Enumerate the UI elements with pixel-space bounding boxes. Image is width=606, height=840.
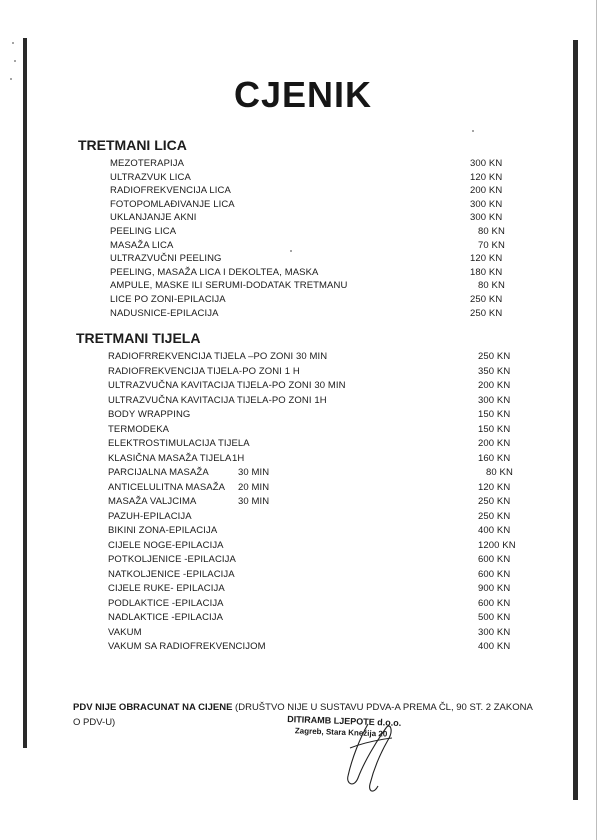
treatment-name: PEELING LICA (110, 226, 177, 237)
treatment-price: 180 KN (470, 266, 503, 278)
treatment-price: 80 KN (486, 467, 513, 478)
treatment-price: 250 KN (470, 294, 503, 305)
section-heading: TRETMANI LICA (78, 137, 187, 153)
page-title: CJENIK (233, 74, 373, 115)
treatment-name: LICE PO ZONI-EPILACIJA (110, 294, 226, 305)
treatment-price: 300 KN (470, 198, 503, 210)
treatment-name: AMPULE, MASKE ILI SERUMI-DODATAK TRETMANU (110, 280, 348, 292)
scan-speck (14, 60, 16, 62)
treatment-name: PODLAKTICE -EPILACIJA (108, 597, 224, 609)
treatment-price: 150 KN (478, 409, 511, 420)
scan-edge-right-thin (596, 0, 597, 840)
treatment-price: 500 KN (478, 612, 511, 623)
treatment-price: 1200 KN (478, 539, 516, 551)
scan-speck (472, 130, 474, 132)
treatment-name: UKLANJANJE AKNI (110, 212, 197, 224)
treatment-name: MEZOTERAPIJA (110, 158, 185, 169)
section-heading: TRETMANI TIJELA (76, 330, 201, 346)
treatment-name: ULTRAZVUČNA KAVITACIJA TIJELA-PO ZONI 1H (108, 394, 327, 406)
treatment-price: 900 KN (478, 583, 511, 594)
treatment-name: VAKUM (108, 626, 142, 638)
vat-note-text: (DRUŠTVO NIJE U SUSTAVU PDVA-A PREMA ČL, 90 ST. 2 ZAKONA O PDV-U) (73, 702, 533, 728)
treatment-name: ELEKTROSTIMULACIJA TIJELA (108, 438, 250, 449)
treatment-name: KLASIČNA MASAŽA TIJELA (108, 452, 232, 464)
stamp-line-2: Zagreb, Stara Knežija 20 (294, 726, 388, 739)
treatment-price: 120 KN (470, 171, 503, 183)
treatment-price: 150 KN (478, 423, 511, 435)
treatment-price: 400 KN (478, 525, 511, 536)
treatment-price: 600 KN (478, 554, 511, 565)
treatment-name: ULTRAZVUČNA KAVITACIJA TIJELA-PO ZONI 30 MIN (108, 380, 346, 391)
treatment-price: 400 KN (478, 641, 511, 652)
treatment-price: 300 KN (470, 212, 503, 224)
treatment-name: NADUSNICE-EPILACIJA (110, 307, 219, 319)
treatment-name: CIJELE RUKE- EPILACIJA (108, 583, 225, 594)
treatment-name: PEELING, MASAŽA LICA I DEKOLTEA, MASKA (110, 266, 319, 278)
treatment-name: RADIOFRREKVENCIJA TIJELA –PO ZONI 30 MIN (108, 351, 328, 362)
treatment-price: 120 KN (478, 481, 511, 493)
treatment-price: 250 KN (470, 307, 503, 319)
treatment-name: NADLAKTICE -EPILACIJA (108, 612, 224, 623)
treatment-name: RADIOFREKVENCIJA TIJELA-PO ZONI 1 H (108, 365, 300, 377)
scan-edge-left (23, 38, 27, 748)
treatment-price: 70 KN (478, 239, 505, 251)
treatment-price: 80 KN (478, 280, 505, 292)
treatment-name: BODY WRAPPING (108, 409, 191, 420)
treatment-name: MASAŽA VALJCIMA (108, 496, 197, 507)
treatment-price: 300 KN (478, 394, 511, 406)
treatment-name: BIKINI ZONA-EPILACIJA (108, 525, 218, 536)
treatment-price: 300 KN (478, 626, 511, 638)
treatment-price: 250 KN (478, 496, 511, 507)
treatment-name: ULTRAZVUČNI PEELING (110, 253, 222, 265)
treatment-name: TERMODEKA (108, 423, 170, 435)
treatment-name: CIJELE NOGE-EPILACIJA (108, 539, 224, 551)
treatment-name: FOTOPOMLAĐIVANJE LICA (110, 198, 235, 210)
treatment-duration: 30 MIN (238, 467, 270, 478)
treatment-price: 200 KN (478, 380, 511, 391)
scan-speck (290, 250, 292, 252)
treatment-price: 600 KN (478, 597, 511, 609)
treatment-name: RADIOFREKVENCIJA LICA (110, 185, 231, 197)
scan-speck (12, 42, 14, 44)
treatment-price: 350 KN (478, 365, 511, 377)
signature (330, 718, 410, 798)
treatment-name: MASAŽA LICA (110, 239, 174, 251)
stamp-line-1: DITIRAMB LJEPOTE d.o.o. (287, 714, 402, 728)
treatment-price: 300 KN (470, 158, 503, 169)
treatment-duration: 20 MIN (238, 481, 270, 493)
treatment-price: 250 KN (478, 510, 511, 522)
treatment-name: ULTRAZVUK LICA (110, 171, 191, 183)
treatment-duration: 1H (232, 452, 245, 464)
treatment-price: 80 KN (478, 226, 505, 237)
treatment-duration: 30 MIN (238, 496, 270, 507)
treatment-price: 120 KN (470, 253, 503, 265)
treatment-name: ANTICELULITNA MASAŽA (108, 481, 226, 493)
scan-edge-right (573, 40, 578, 800)
treatment-name: VAKUM SA RADIOFREKVENCIJOM (108, 641, 266, 652)
treatment-price: 200 KN (470, 185, 503, 197)
treatment-name: NATKOLJENICE -EPILACIJA (108, 568, 235, 580)
treatment-name: PARCIJALNA MASAŽA (108, 467, 209, 478)
treatment-name: POTKOLJENICE -EPILACIJA (108, 554, 236, 565)
vat-note-bold: PDV NIJE OBRACUNAT NA CIJENE (73, 702, 233, 713)
treatment-price: 200 KN (478, 438, 511, 449)
treatment-price: 160 KN (478, 452, 511, 464)
treatment-price: 250 KN (478, 351, 511, 362)
treatment-name: PAZUH-EPILACIJA (108, 510, 192, 522)
treatment-price: 600 KN (478, 568, 511, 580)
